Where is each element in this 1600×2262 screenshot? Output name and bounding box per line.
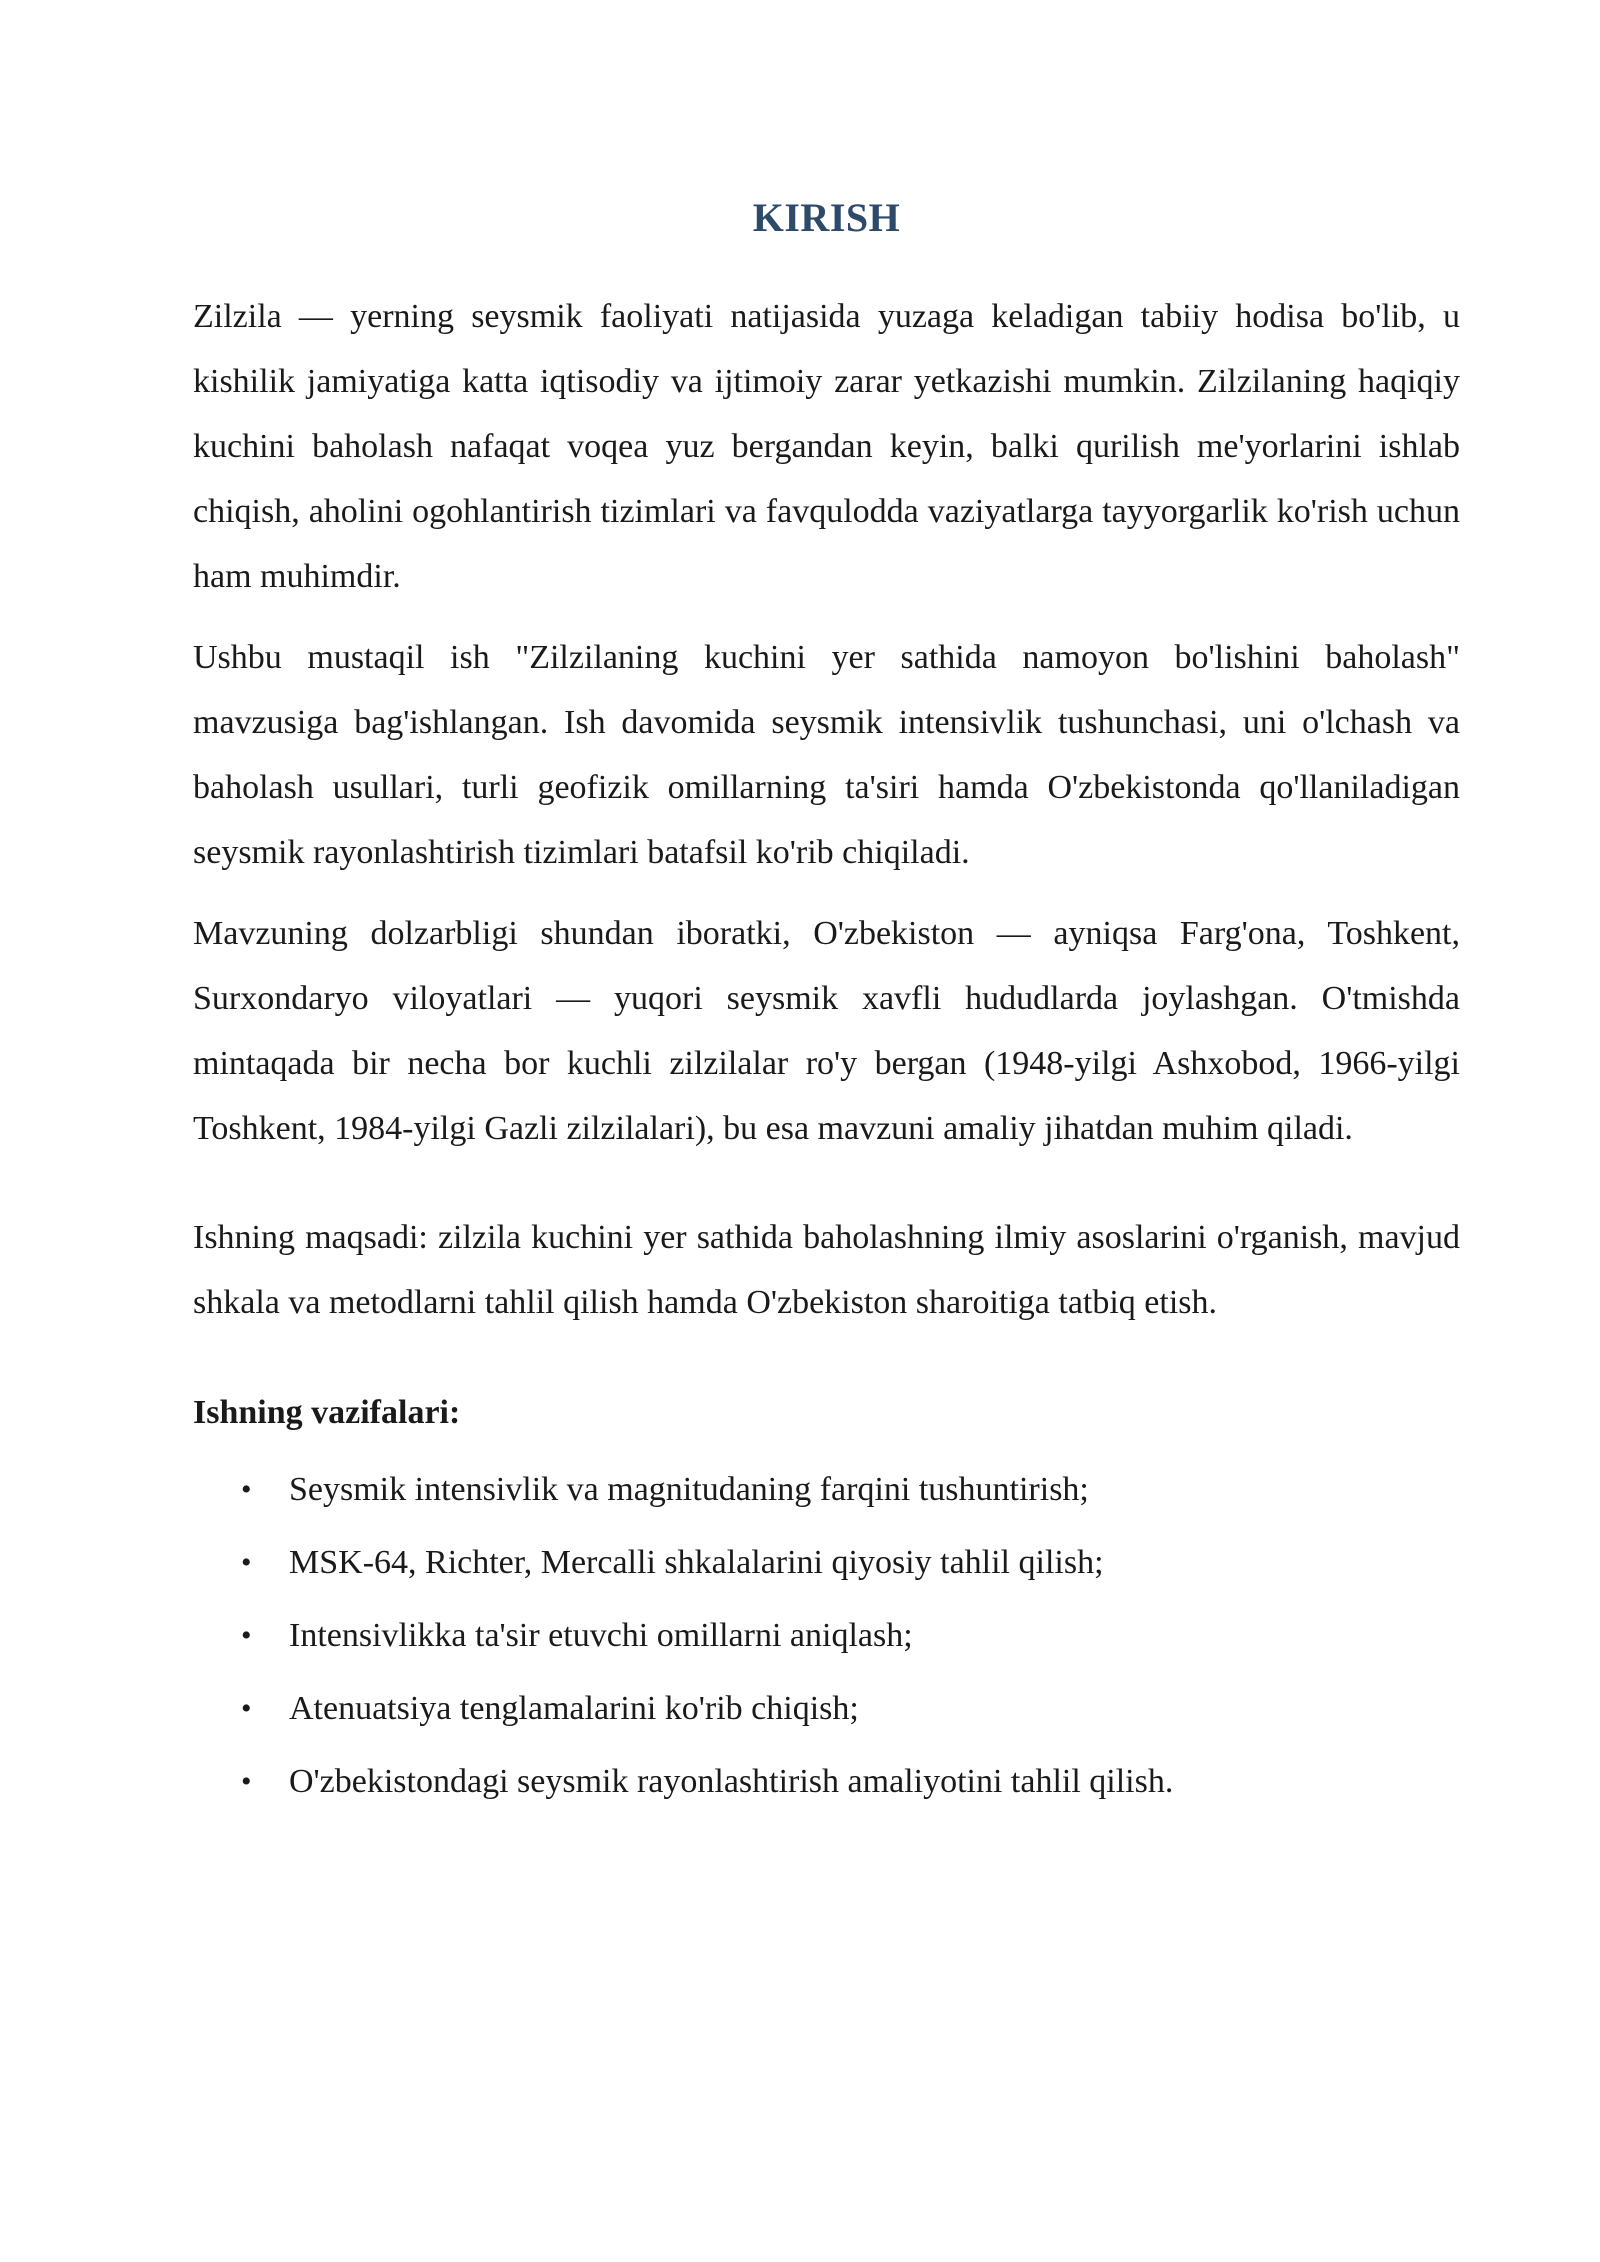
bullet-icon: • <box>241 1546 252 1579</box>
bullet-icon: • <box>241 1692 252 1725</box>
paragraph-goal: Ishning maqsadi: zilzila kuchini yer sathida baholashning ilmiy asoslarini o'rganish, mavjud shkala va metodlarni tahlil qilish hamda O'zbekiston sharoitiga tatbiq etish. <box>193 1219 1460 1321</box>
page-title: KIRISH <box>752 195 901 240</box>
task-text: Atenuatsiya tenglamalarini ko'rib chiqish; <box>289 1690 859 1727</box>
task-text: O'zbekistondagi seysmik rayonlashtirish amaliyotini tahlil qilish. <box>289 1763 1174 1800</box>
task-text: Intensivlikka ta'sir etuvchi omillarni aniqlash; <box>289 1617 913 1654</box>
tasks-heading: Ishning vazifalari: <box>193 1394 461 1431</box>
list-item <box>193 1745 1460 1818</box>
bullet-icon: • <box>241 1619 252 1652</box>
bullet-icon: • <box>241 1765 252 1798</box>
task-text: Seysmik intensivlik va magnitudaning farqini tushuntirish; <box>289 1471 1089 1508</box>
list-item <box>193 1526 1460 1599</box>
tasks-list <box>193 1453 1460 1818</box>
list-item <box>193 1672 1460 1745</box>
list-item <box>193 1453 1460 1526</box>
task-text: MSK-64, Richter, Mercalli shkalalarini qiyosiy tahlil qilish; <box>289 1544 1104 1581</box>
bullet-icon: • <box>241 1473 252 1506</box>
paragraph-topic: Ushbu mustaqil ish "Zilzilaning kuchini yer sathida namoyon bo'lishini baholash" mavzusiga bag'ishlangan. Ish davomida seysmik intensivlik tushunchasi, uni o'lchash va baholash usullari, turli geofizik omillarning ta'siri hamda O'zbekistonda qo'llaniladigan seysmik rayonlashtirish tizimlari batafsil ko'rib chiqiladi. <box>193 639 1460 871</box>
paragraph-relevance: Mavzuning dolzarbligi shundan iboratki, O'zbekiston — ayniqsa Farg'ona, Toshkent, Surxondaryo viloyatlari — yuqori seysmik xavfli hududlarda joylashgan. O'tmishda mintaqada bir necha bor kuchli zilzilalar ro'y bergan (1948-yilgi Ashxobod, 1966-yilgi Toshkent, 1984-yilgi Gazli zilzilalari), bu esa mavzuni amaliy jihatdan muhim qiladi. <box>193 915 1460 1147</box>
paragraph-intro: Zilzila — yerning seysmik faoliyati natijasida yuzaga keladigan tabiiy hodisa bo'lib, u kishilik jamiyatiga katta iqtisodiy va ijtimoiy zarar yetkazishi mumkin. Zilzilaning haqiqiy kuchini baholash nafaqat voqea yuz bergandan keyin, balki qurilish me'yorlarini ishlab chiqish, aholini ogohlantirish tizimlari va favqulodda vaziyatlarga tayyorgarlik ko'rish uchun ham muhimdir. <box>193 298 1460 595</box>
list-item <box>193 1599 1460 1672</box>
